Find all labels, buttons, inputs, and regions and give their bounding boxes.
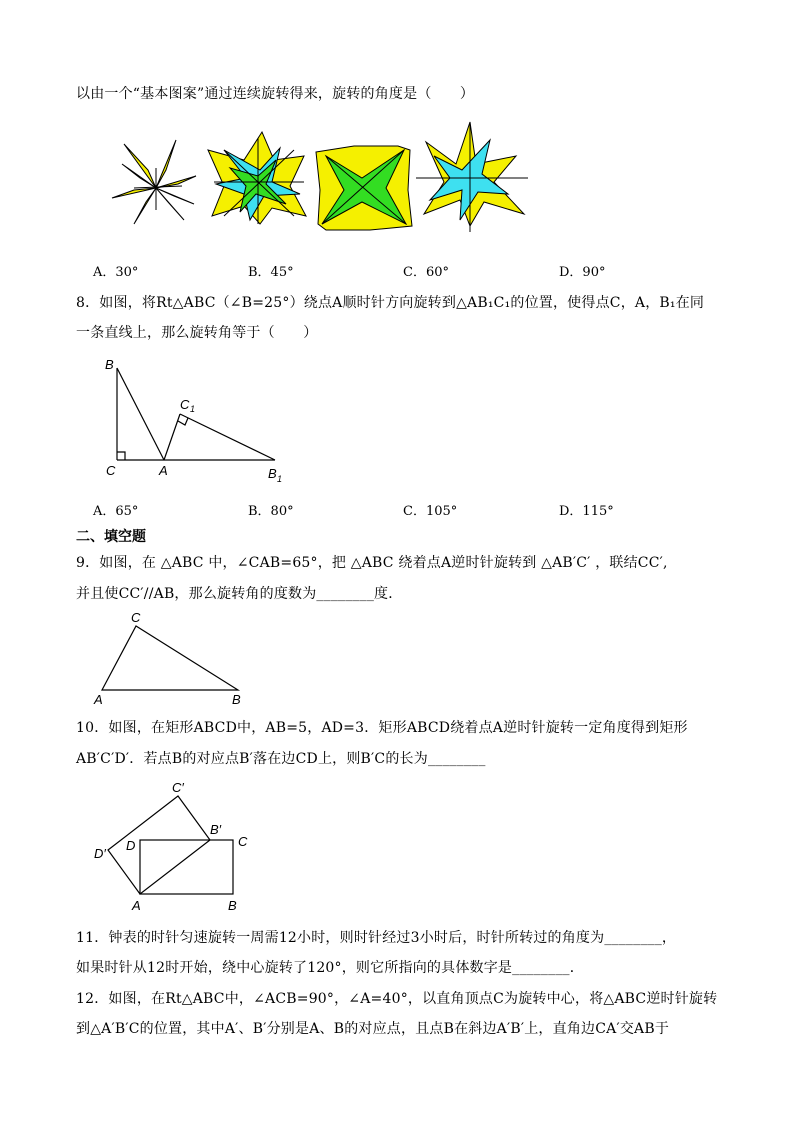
q8-label-b1-sub: 1	[277, 474, 283, 484]
q9-line-1: 9．如图，在 △ABC 中，∠CAB=65°，把 △ABC 绕着点A逆时针旋转到 △AB′C′ ，联结CC′,	[76, 555, 668, 571]
q8-label-b1: B	[268, 466, 277, 481]
q11-line-1: 11．钟表的时针匀速旋转一周需12小时，则时针经过3小时后，时针所转过的角度为________，	[76, 930, 677, 946]
q7-option-b: B．45°	[248, 265, 294, 280]
q9-label-c: C	[131, 610, 141, 625]
q10-label-b: B	[228, 898, 237, 913]
q10-label-b-prime: B′	[210, 822, 222, 837]
q12-line-2: 到△A′B′C的位置，其中A′、B′分别是A、B的对应点，且点B在斜边A′B′上，直角边CA′交AB于	[76, 1021, 670, 1037]
q10-rect-abcd	[140, 840, 233, 894]
q8-side-ac1	[164, 414, 180, 460]
q7-figure-c	[316, 146, 412, 230]
q8-label-c: C	[106, 463, 116, 478]
q8-option-c: C．105°	[403, 504, 458, 519]
q7-figure-d	[416, 122, 528, 232]
q7-figure-a	[112, 140, 196, 224]
q8-label-c1-sub: 1	[190, 404, 196, 414]
section-title: 二、填空题	[76, 529, 146, 545]
q9-label-b: B	[232, 692, 241, 707]
q12-line-1: 12．如图，在Rt△ABC中，∠ACB=90°，∠A=40°，以直角顶点C为旋转中心，将△ABC逆时针旋转	[76, 991, 718, 1007]
q8-triangle-figure	[100, 352, 300, 487]
q9-triangle-abc	[102, 626, 238, 690]
q10-line-1: 10．如图，在矩形ABCD中，AB=5，AD=3．矩形ABCD绕着点A逆时针旋转一定角度得到矩形	[76, 720, 688, 736]
q10-label-d: D	[126, 838, 136, 853]
q8-line-1: 8．如图，将Rt△ABC（∠B=25°）绕点A顺时针方向旋转到△AB₁C₁的位置，使得点C，A，B₁在同	[76, 295, 705, 311]
q8-option-d: D．115°	[559, 504, 614, 519]
q8-option-b: B．80°	[248, 504, 294, 519]
q10-label-d-prime: D′	[94, 846, 106, 861]
q8-side-c1b1	[180, 414, 275, 460]
q9-triangle-figure	[90, 608, 260, 708]
q8-label-b: B	[105, 357, 114, 372]
q7-figure-b	[208, 132, 306, 224]
q8-label-c1: C	[180, 397, 190, 412]
q10-label-c: C	[238, 834, 248, 849]
q7-pattern-figures	[104, 120, 534, 232]
q10-line-2: AB′C′D′．若点B的对应点B′落在边CD上，则B′C的长为________	[76, 751, 486, 767]
q9-line-2: 并且使CC′//AB，那么旋转角的度数为________度．	[76, 586, 403, 602]
q10-rect-ab-c-d	[108, 796, 210, 894]
q8-option-a: A．65°	[93, 504, 139, 519]
q8-side-ab	[117, 368, 164, 460]
q8-line-2: 一条直线上，那么旋转角等于（ ）	[76, 325, 318, 341]
q8-right-angle-c	[117, 452, 125, 460]
q8-label-a: A	[159, 463, 168, 478]
q10-label-a: A	[132, 898, 141, 913]
q10-rectangle-figure	[90, 778, 270, 918]
q7-stem: 以由一个“基本图案”通过连续旋转得来，旋转的角度是（ ）	[76, 86, 475, 102]
q7-option-a: A．30°	[93, 265, 139, 280]
q7-option-c: C．60°	[403, 265, 449, 280]
q10-label-c-prime: C′	[172, 780, 184, 795]
q11-line-2: 如果时针从12时开始，绕中心旋转了120°，则它所指向的具体数字是________．	[76, 960, 584, 976]
q8-right-angle-c1	[178, 418, 188, 425]
q9-label-a: A	[94, 692, 103, 707]
q7-option-d: D．90°	[559, 265, 606, 280]
